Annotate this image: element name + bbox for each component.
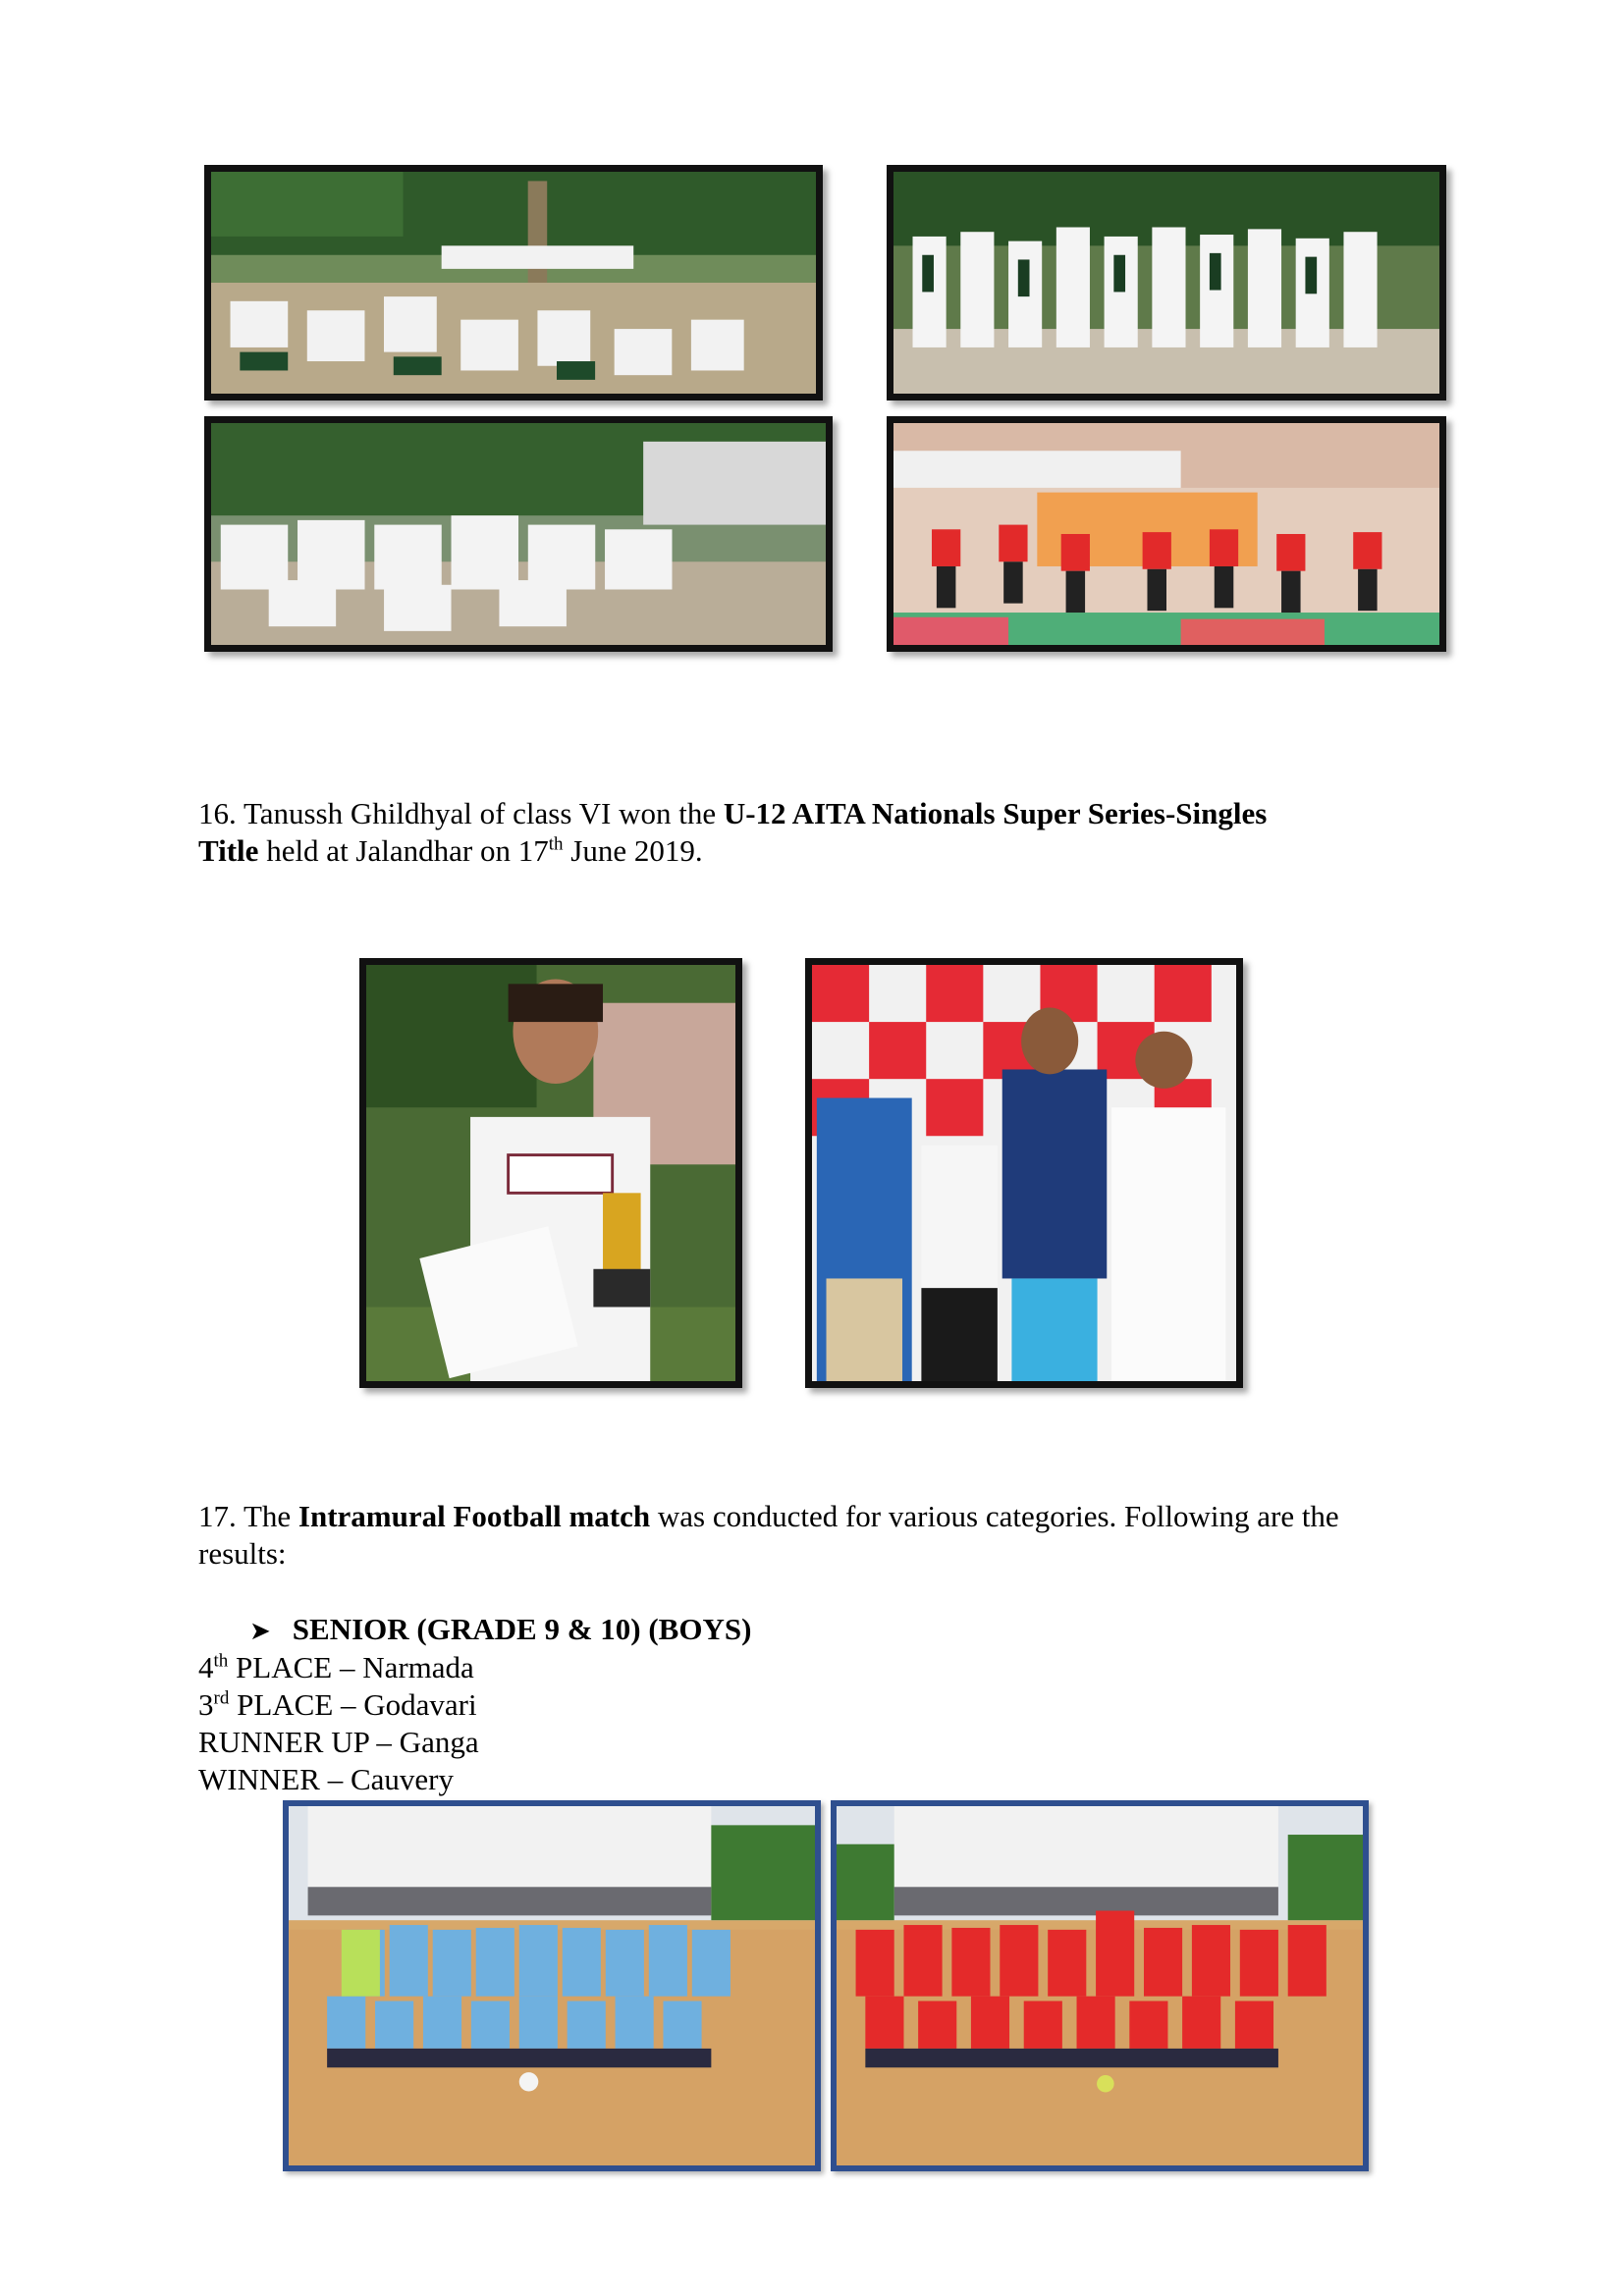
item-17-text-b: was conducted for various categories. Following are the	[657, 1499, 1339, 1533]
item-17-text-a: The	[243, 1499, 292, 1533]
item-17-number: 17.	[198, 1499, 237, 1533]
result-line-4th	[198, 1649, 474, 1686]
result-pre: 4	[198, 1650, 214, 1684]
result-pre: RUNNER UP – Ganga	[198, 1725, 479, 1759]
arrow-bullet-icon: ➤	[249, 1617, 271, 1646]
result-line-3rd	[198, 1686, 477, 1724]
item-17-paragraph	[198, 1498, 1455, 1573]
result-pre: 3	[198, 1687, 214, 1722]
result-pre: WINNER – Cauvery	[198, 1762, 454, 1796]
result-sup: rd	[213, 1687, 230, 1709]
item-16-text-b: held at Jalandhar on 17	[266, 833, 549, 868]
result-post: PLACE – Narmada	[228, 1650, 474, 1684]
football-team-red-photo	[831, 1800, 1369, 2171]
yoga-photo-standing	[887, 165, 1446, 400]
tanussh-group-photo	[805, 958, 1243, 1388]
tanussh-trophy-photo	[359, 958, 742, 1388]
category-heading-text: SENIOR (GRADE 9 & 10) (BOYS)	[292, 1612, 752, 1646]
item-16-text-c: June 2019.	[570, 833, 703, 868]
dance-photo-stage	[887, 416, 1446, 652]
item-16-paragraph	[198, 795, 1435, 870]
yoga-photo-lawn	[204, 165, 823, 400]
category-heading	[249, 1611, 751, 1650]
result-line-winner	[198, 1761, 454, 1798]
item-16-sup: th	[548, 833, 564, 855]
result-post: PLACE – Godavari	[229, 1687, 477, 1722]
item-17-bold-a: Intramural Football match	[298, 1499, 651, 1533]
item-16-number: 16.	[198, 796, 237, 830]
result-sup: th	[213, 1650, 229, 1672]
yoga-photo-seated	[204, 416, 833, 652]
item-16-text-a: Tanussh Ghildhyal of class VI won the	[243, 796, 717, 830]
item-16-bold-b: Title	[198, 833, 259, 868]
item-16-bold-a: U-12 AITA Nationals Super Series-Singles	[723, 796, 1268, 830]
football-team-blue-photo	[283, 1800, 821, 2171]
item-17-text-c: results:	[198, 1536, 287, 1571]
result-line-runner-up	[198, 1724, 479, 1761]
